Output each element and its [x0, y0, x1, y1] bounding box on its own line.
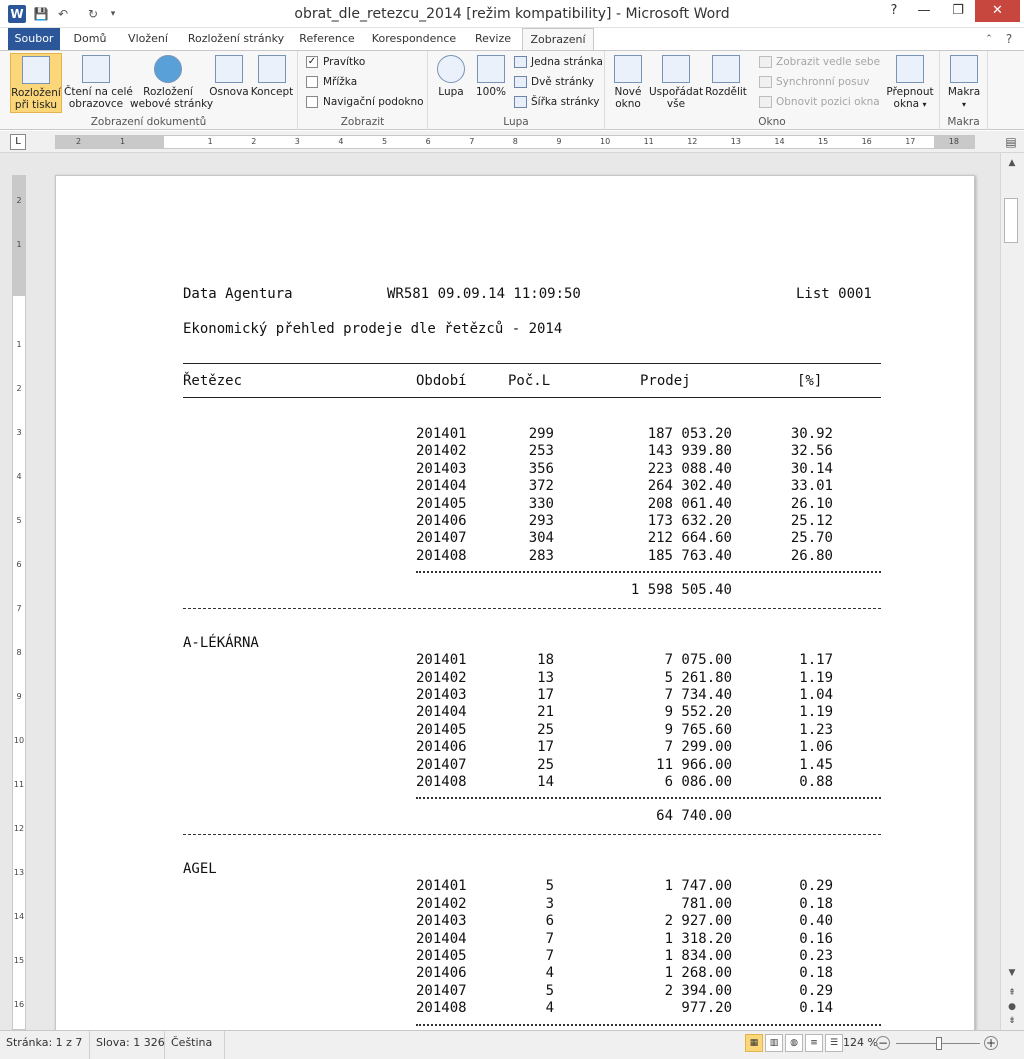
- group-window: [605, 51, 940, 130]
- cell-count: 4: [545, 1000, 554, 1017]
- cell-pct: 32.56: [790, 443, 833, 460]
- outline-button[interactable]: [208, 53, 250, 113]
- tab-home[interactable]: Domů: [73, 32, 107, 45]
- split-button[interactable]: [705, 53, 747, 113]
- cell-period: 201404: [416, 478, 467, 495]
- ruler-tick: 2: [76, 137, 82, 146]
- cell-count: 293: [528, 513, 554, 529]
- vertical-ruler-tick: 4: [16, 472, 22, 481]
- cell-count: 14: [537, 774, 554, 790]
- cell-sales: 977.20: [681, 1000, 732, 1017]
- col-chain: Řetězec: [183, 373, 243, 389]
- status-language[interactable]: Čeština: [165, 1031, 225, 1059]
- two-pages-label: Dvě stránky: [531, 76, 595, 88]
- document-area: [0, 153, 1000, 1030]
- side-by-side-label: Zobrazit vedle sebe: [776, 56, 881, 68]
- vertical-ruler-tick: 7: [16, 604, 22, 613]
- ruler-tick: 16: [861, 137, 872, 146]
- cell-period: 201402: [416, 443, 467, 460]
- split-icon: [712, 55, 740, 83]
- web-layout-label: Rozložení webové stránky: [130, 86, 214, 110]
- cell-count: 330: [528, 495, 554, 512]
- group-label-show: Zobrazit: [340, 116, 385, 128]
- cell-pct: 1.17: [799, 652, 833, 669]
- view-side-by-side-button[interactable]: [759, 53, 880, 71]
- ruler-tick: 13: [730, 137, 741, 146]
- cell-count: 253: [528, 443, 554, 460]
- vertical-ruler-tick: 14: [13, 912, 25, 921]
- vertical-ruler[interactable]: [12, 175, 26, 1030]
- cell-count: 25: [537, 756, 554, 773]
- zoom-button[interactable]: [434, 53, 468, 113]
- cell-sales: 223 088.40: [647, 460, 732, 477]
- one-page-button[interactable]: [514, 53, 603, 71]
- globe-icon: [154, 55, 182, 83]
- sync-scroll-icon: [759, 76, 772, 88]
- cell-pct: 1.06: [799, 739, 833, 756]
- help-icon[interactable]: ?: [890, 3, 898, 18]
- cell-pct: 0.23: [799, 948, 833, 964]
- ruler-row: [0, 131, 1024, 153]
- cell-sales: 9 765.60: [664, 721, 732, 738]
- col-count: Poč.L: [508, 373, 551, 389]
- group-label-zoom: Lupa: [503, 116, 529, 128]
- cell-sales: 2 927.00: [664, 913, 732, 930]
- ruler-tick: 5: [382, 137, 388, 146]
- cell-sales: 173 632.20: [647, 513, 732, 529]
- subtotal-separator: [416, 1024, 881, 1026]
- open-book-icon: [82, 55, 110, 83]
- vertical-ruler-tick: 1: [16, 240, 22, 249]
- word-app-icon[interactable]: W: [8, 5, 26, 23]
- vertical-ruler-tick: 5: [16, 516, 22, 525]
- restore-button[interactable]: ❐: [952, 3, 964, 18]
- cell-period: 201404: [416, 930, 467, 947]
- header-right: List 0001: [796, 286, 872, 302]
- nav-pane-check-box: [306, 96, 318, 108]
- cell-pct: 33.01: [790, 478, 833, 495]
- group-label-window: Okno: [758, 116, 786, 128]
- cell-sales: 143 939.80: [647, 443, 732, 460]
- two-pages-button[interactable]: [514, 73, 594, 91]
- cell-pct: 0.16: [799, 930, 833, 947]
- next-page-icon[interactable]: ⇟: [1008, 1016, 1016, 1026]
- cell-sales: 1 318.20: [664, 930, 732, 947]
- cell-pct: 1.04: [799, 687, 833, 703]
- print-layout-icon: [22, 56, 50, 84]
- full-screen-reading-label: Čtení na celé obrazovce: [64, 86, 133, 110]
- cell-sales: 9 552.20: [664, 704, 732, 721]
- zoom-100-icon: [477, 55, 505, 83]
- cell-period: 201405: [416, 721, 467, 738]
- tab-stop-selector[interactable]: L: [10, 134, 26, 150]
- switch-windows-button[interactable]: [885, 53, 935, 113]
- vertical-ruler-tick: 12: [13, 824, 25, 833]
- cell-count: 6: [545, 913, 554, 930]
- header-rule-top: [183, 363, 881, 364]
- scroll-thumb[interactable]: [1004, 198, 1018, 243]
- cell-period: 201406: [416, 965, 467, 982]
- page-width-button[interactable]: [514, 93, 599, 111]
- ruler-tick: 14: [774, 137, 785, 146]
- ribbon: [0, 50, 1024, 130]
- cell-count: 5: [545, 878, 554, 895]
- page-width-icon: [514, 96, 527, 108]
- tab-review[interactable]: Revize: [474, 32, 512, 45]
- cell-period: 201406: [416, 513, 467, 529]
- cell-count: 5: [545, 982, 554, 999]
- cell-period: 201407: [416, 530, 467, 547]
- cell-sales: 7 734.40: [664, 687, 732, 703]
- save-icon[interactable]: 💾: [33, 7, 49, 21]
- reset-position-icon: [759, 96, 772, 108]
- group-zoom: [428, 51, 605, 130]
- cell-sales: 264 302.40: [647, 478, 732, 495]
- cell-period: 201407: [416, 982, 467, 999]
- vertical-ruler-tick: 10: [13, 736, 25, 745]
- tab-references[interactable]: Reference: [299, 32, 355, 45]
- cell-count: 356: [528, 460, 554, 477]
- cell-count: 372: [528, 478, 554, 495]
- col-sales: Prodej: [640, 373, 691, 389]
- cell-count: 18: [537, 652, 554, 669]
- switch-windows-icon: [896, 55, 924, 83]
- cell-period: 201403: [416, 460, 467, 477]
- cell-pct: 25.70: [790, 530, 833, 547]
- cell-count: 7: [545, 930, 554, 947]
- grid-checkbox-label: Mřížka: [323, 76, 358, 88]
- undo-icon[interactable]: ↶: [57, 7, 69, 21]
- full-screen-reading-button[interactable]: [64, 53, 133, 113]
- scroll-down-icon[interactable]: ▼: [1008, 968, 1016, 978]
- view-outline-icon[interactable]: ≡: [805, 1034, 823, 1052]
- help-question-icon[interactable]: ?: [1005, 32, 1013, 46]
- minimize-button[interactable]: —: [917, 3, 931, 18]
- split-label: Rozdělit: [705, 86, 747, 98]
- cell-pct: 0.14: [799, 1000, 833, 1017]
- cell-pct: 0.29: [799, 982, 833, 999]
- cell-period: 201401: [416, 878, 467, 895]
- cell-sales: 5 261.80: [664, 669, 732, 686]
- ruler-checkbox[interactable]: [306, 54, 365, 70]
- arrange-all-label: Uspořádat vše: [649, 86, 704, 110]
- status-bar: [0, 1030, 1024, 1059]
- close-button[interactable]: ✕: [975, 0, 1020, 22]
- outline-icon: [215, 55, 243, 83]
- magnifier-icon: [437, 55, 465, 83]
- cell-period: 201407: [416, 756, 467, 773]
- new-window-button[interactable]: [611, 53, 645, 113]
- ribbon-tabs: [0, 28, 1024, 50]
- view-full-screen-icon[interactable]: ▥: [765, 1034, 783, 1052]
- ruler-tick: 4: [338, 137, 344, 146]
- cell-period: 201408: [416, 547, 467, 564]
- cell-count: 17: [537, 687, 554, 703]
- grid-checkbox[interactable]: [306, 74, 357, 90]
- cell-sales: 7 299.00: [664, 739, 732, 756]
- macros-button[interactable]: [944, 53, 984, 113]
- cell-sales: 7 075.00: [664, 652, 732, 669]
- status-words[interactable]: Slova: 1 326: [90, 1031, 165, 1059]
- cell-pct: 26.10: [790, 495, 833, 512]
- cell-sales: 1 834.00: [664, 948, 732, 964]
- cell-pct: 1.19: [799, 704, 833, 721]
- view-print-layout-icon[interactable]: ▦: [745, 1034, 763, 1052]
- new-window-icon: [614, 55, 642, 83]
- two-pages-icon: [514, 76, 527, 88]
- side-by-side-icon: [759, 56, 772, 68]
- nav-pane-checkbox-label: Navigační podokno: [323, 96, 424, 108]
- zoom-label: Lupa: [438, 86, 464, 98]
- cell-count: 304: [528, 530, 554, 547]
- macros-label: Makra: [947, 86, 981, 98]
- cell-pct: 30.92: [790, 426, 833, 442]
- section-divider: [183, 834, 881, 835]
- cell-period: 201401: [416, 652, 467, 669]
- one-page-icon: [514, 56, 527, 68]
- sync-scroll-button[interactable]: [759, 73, 869, 91]
- prev-page-icon[interactable]: ⇞: [1008, 988, 1016, 998]
- ruler-tick: 3: [294, 137, 300, 146]
- cell-period: 201406: [416, 739, 467, 756]
- section-total: 1 598 505.40: [630, 582, 732, 599]
- window-title: obrat_dle_retezcu_2014 [režim kompatibility] - Microsoft Word: [294, 6, 730, 22]
- cell-sales: 212 664.60: [647, 530, 732, 547]
- ruler-tick: 17: [905, 137, 916, 146]
- cell-count: 299: [528, 426, 554, 442]
- cell-period: 201404: [416, 704, 467, 721]
- print-layout-label: Rozložení při tisku: [11, 87, 61, 111]
- vertical-ruler-tick: 16: [13, 1000, 25, 1009]
- ruler-check-icon: ✓: [307, 56, 317, 67]
- arrange-all-button[interactable]: [649, 53, 703, 113]
- vertical-ruler-tick: 3: [16, 428, 22, 437]
- cell-sales: 1 268.00: [664, 965, 732, 982]
- title-bar: [0, 0, 1024, 28]
- one-page-label: Jedna stránka: [531, 56, 603, 68]
- cell-count: 4: [545, 965, 554, 982]
- document-page[interactable]: [55, 175, 975, 1059]
- browse-object-icon[interactable]: ●: [1008, 1002, 1016, 1012]
- cell-pct: 1.23: [799, 721, 833, 738]
- tab-file[interactable]: Soubor: [8, 28, 60, 50]
- ruler-checkbox-label: Pravítko: [323, 56, 366, 68]
- cell-period: 201403: [416, 913, 467, 930]
- subtotal-separator: [416, 797, 881, 799]
- reset-position-label: Obnovit pozici okna: [776, 96, 880, 108]
- status-page[interactable]: Stránka: 1 z 7: [0, 1031, 90, 1059]
- cell-period: 201401: [416, 426, 467, 442]
- cell-sales: 11 966.00: [656, 756, 732, 773]
- draft-icon: [258, 55, 286, 83]
- ruler-tick: 7: [469, 137, 475, 146]
- view-web-layout-icon[interactable]: ◍: [785, 1034, 803, 1052]
- cell-sales: 1 747.00: [664, 878, 732, 895]
- tab-mailings[interactable]: Korespondence: [371, 32, 457, 45]
- view-draft-icon[interactable]: ☰: [825, 1034, 843, 1052]
- cell-sales: 6 086.00: [664, 774, 732, 790]
- outline-label: Osnova: [209, 86, 249, 98]
- vertical-ruler-tick: 9: [16, 692, 22, 701]
- chain-name: AGEL: [183, 861, 217, 878]
- cell-count: 283: [528, 547, 554, 564]
- cell-period: 201403: [416, 687, 467, 703]
- customize-qat-icon[interactable]: ▾: [110, 9, 116, 19]
- cell-period: 201402: [416, 895, 467, 912]
- cell-count: 3: [545, 895, 554, 912]
- cell-period: 201405: [416, 495, 467, 512]
- cell-period: 201405: [416, 948, 467, 964]
- vertical-ruler-tick: 15: [13, 956, 25, 965]
- header-left: Data Agentura: [183, 286, 293, 302]
- reset-window-position-button[interactable]: [759, 93, 880, 111]
- ruler-left-margin: [56, 136, 164, 148]
- ruler-tick: 18: [948, 137, 959, 146]
- ruler-tick: 10: [600, 137, 611, 146]
- cell-pct: 30.14: [790, 460, 833, 477]
- group-show: [298, 51, 428, 130]
- tab-page-layout[interactable]: Rozložení stránky: [187, 32, 285, 45]
- cell-pct: 0.88: [799, 774, 833, 790]
- col-percent: [%]: [797, 373, 823, 389]
- ruler-tick: 1: [207, 137, 213, 146]
- switch-windows-dropdown-icon: ▾: [922, 100, 927, 109]
- ruler-tick: 8: [512, 137, 518, 146]
- sync-scroll-label: Synchronní posuv: [776, 76, 870, 88]
- header-rule-bottom: [183, 397, 881, 398]
- vertical-ruler-tick: 11: [13, 780, 25, 789]
- zoom-100-label: 100%: [475, 86, 507, 98]
- cell-sales: 187 053.20: [647, 426, 732, 442]
- cell-period: 201408: [416, 774, 467, 790]
- cell-pct: 0.29: [799, 878, 833, 895]
- macros-dropdown-icon: ▾: [961, 100, 966, 109]
- chain-name: A-LÉKÁRNA: [183, 635, 259, 652]
- cell-sales: 781.00: [681, 895, 732, 912]
- cell-pct: 26.80: [790, 547, 833, 564]
- cell-count: 13: [537, 669, 554, 686]
- draft-button[interactable]: [250, 53, 294, 113]
- zoom-100-button[interactable]: [474, 53, 508, 113]
- vertical-ruler-tick: 2: [16, 384, 22, 393]
- zoom-in-icon[interactable]: +: [985, 1036, 997, 1050]
- page-width-label: Šířka stránky: [531, 96, 600, 108]
- ruler-tick: 9: [556, 137, 562, 146]
- ruler-tick: 2: [251, 137, 257, 146]
- vertical-scrollbar[interactable]: [1000, 153, 1024, 1030]
- group-macros: [940, 51, 988, 130]
- ruler-tick: 1: [120, 137, 126, 146]
- cell-pct: 0.18: [799, 895, 833, 912]
- col-period: Období: [416, 373, 467, 389]
- cell-pct: 1.45: [799, 756, 833, 773]
- tab-view[interactable]: Zobrazení: [522, 28, 594, 51]
- ruler-tick: 15: [818, 137, 829, 146]
- print-layout-button[interactable]: [10, 53, 62, 113]
- cell-pct: 25.12: [790, 513, 833, 529]
- ruler-tick: 12: [687, 137, 698, 146]
- view-ruler-icon[interactable]: ▤: [1005, 135, 1017, 149]
- cell-pct: 1.19: [799, 669, 833, 686]
- vertical-ruler-tick: 8: [16, 648, 22, 657]
- horizontal-ruler[interactable]: [55, 135, 975, 149]
- ruler-top-margin: [13, 176, 25, 296]
- section-divider: [183, 608, 881, 609]
- cell-pct: 0.18: [799, 965, 833, 982]
- arrange-all-icon: [662, 55, 690, 83]
- nav-pane-checkbox[interactable]: [306, 94, 424, 110]
- zoom-slider-thumb[interactable]: [936, 1037, 942, 1050]
- zoom-out-icon[interactable]: −: [877, 1036, 889, 1050]
- scroll-up-icon[interactable]: ▲: [1008, 158, 1016, 168]
- new-window-label: Nové okno: [614, 86, 642, 110]
- cell-sales: 185 763.40: [647, 547, 732, 564]
- subtotal-separator: [416, 571, 881, 573]
- web-layout-button[interactable]: [130, 53, 214, 113]
- cell-pct: 0.40: [799, 913, 833, 930]
- cell-count: 17: [537, 739, 554, 756]
- tab-insert[interactable]: Vložení: [128, 32, 168, 45]
- vertical-ruler-tick: 6: [16, 560, 22, 569]
- redo-icon[interactable]: ↻: [87, 7, 99, 21]
- cell-count: 25: [537, 721, 554, 738]
- header-mid: WR581 09.09.14 11:09:50: [387, 286, 581, 302]
- draft-label: Koncept: [250, 86, 294, 98]
- vertical-ruler-tick: 13: [13, 868, 25, 877]
- macros-icon: [950, 55, 978, 83]
- cell-period: 201402: [416, 669, 467, 686]
- cell-period: 201408: [416, 1000, 467, 1017]
- report-subtitle: Ekonomický přehled prodeje dle řetězců - 2014: [183, 321, 563, 337]
- grid-check-box: [306, 76, 318, 88]
- zoom-level[interactable]: 124 %: [843, 1036, 878, 1049]
- switch-windows-label: Přepnout okna: [886, 86, 934, 110]
- collapse-ribbon-icon[interactable]: ⌃: [985, 34, 993, 44]
- group-label-document-views: Zobrazení dokumentů: [90, 116, 207, 128]
- cell-sales: 2 394.00: [664, 982, 732, 999]
- section-total: 64 740.00: [656, 808, 732, 825]
- cell-count: 21: [537, 704, 554, 721]
- vertical-ruler-tick: 1: [16, 340, 22, 349]
- ruler-tick: 11: [643, 137, 654, 146]
- group-label-macros: Makra: [947, 116, 980, 128]
- ruler-tick: 6: [425, 137, 431, 146]
- vertical-ruler-tick: 2: [16, 196, 22, 205]
- group-document-views: [0, 51, 298, 130]
- cell-count: 7: [545, 948, 554, 964]
- cell-sales: 208 061.40: [647, 495, 732, 512]
